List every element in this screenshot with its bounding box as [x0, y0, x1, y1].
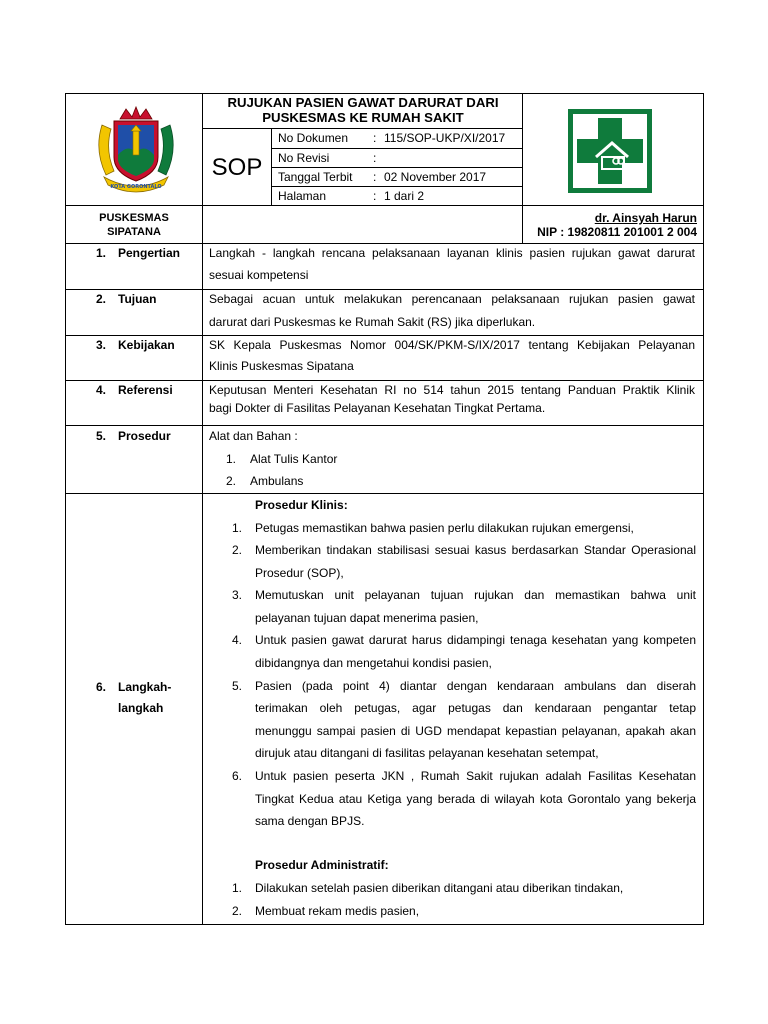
list-item-number: 1. — [226, 452, 237, 466]
list-item-number: 1. — [232, 881, 243, 895]
list-item-line: Tingkat Kedua atau Ketiga yang berada di wilayah kota Gorontalo yang bekerja — [255, 792, 696, 806]
meta-value-issue-date: 02 November 2017 — [384, 170, 487, 184]
list-item-line: Memutuskan unit pelayanan tujuan rujukan dan memastikan bahwa unit — [255, 588, 696, 602]
list-item-number: 3. — [232, 588, 243, 602]
list-item-number: 1. — [232, 521, 243, 535]
list-item-line: dibidangnya dan mengetahui kondisi pasien, — [255, 656, 492, 670]
list-item-line: Untuk pasien peserta JKN , Rumah Sakit rujukan adalah Fasilitas Kesehatan — [255, 769, 696, 783]
section-body-line: Klinis Puskesmas Sipatana — [209, 359, 354, 373]
document-title-line-2: PUSKESMAS KE RUMAH SAKIT — [262, 110, 464, 125]
clinical-procedure-heading: Prosedur Klinis: — [255, 498, 348, 512]
list-item-line: dirujuk atau ditangani di fasilitas pelayanan kesehatan setempat, — [255, 746, 599, 760]
list-item: Alat Tulis Kantor — [250, 452, 338, 466]
section-number: 1. — [96, 246, 107, 260]
list-item-line: menunggu sampai pasien di UGD mendapat kepastian pelayanan, apakah akan — [255, 724, 696, 738]
list-item-line: Membuat rekam medis pasien, — [255, 904, 420, 918]
puskesmas-logo — [566, 107, 654, 195]
list-item: Ambulans — [250, 474, 304, 488]
signer-name: dr. Ainsyah Harun — [594, 211, 697, 225]
meta-sep: : — [373, 170, 377, 184]
section-body-line: Sebagai acuan untuk melakukan perencanaan pelaksanaan rujukan pasien gawat — [209, 292, 695, 306]
list-item-line: Petugas memastikan bahwa pasien perlu dilakukan rujukan emergensi, — [255, 521, 634, 535]
section-title-pengertian: Pengertian — [118, 246, 181, 260]
section-body-line: SK Kepala Puskesmas Nomor 004/SK/PKM-S/IX/2017 tentang Kebijakan Pelayanan — [209, 338, 695, 352]
list-item-line: Prosedur (SOP), — [255, 566, 344, 580]
section-number: 5. — [96, 429, 107, 443]
list-item-line: Memberikan tindakan stabilisasi sesuai kasus berdasarkan Standar Operasional — [255, 543, 696, 557]
meta-label-issue-date: Tanggal Terbit — [278, 170, 353, 184]
meta-sep: : — [373, 131, 377, 145]
meta-value-doc-number: 115/SOP-UKP/XI/2017 — [384, 131, 506, 145]
section-title-langkah-line-1: Langkah- — [118, 680, 172, 694]
list-item-number: 5. — [232, 679, 243, 693]
crest-ribbon-text: KOTA GORONTALO — [110, 184, 162, 190]
section-body-line: sesuai kompetensi — [209, 268, 309, 282]
list-item-number: 4. — [232, 633, 243, 647]
section-body-line: Langkah - langkah rencana pelaksanaan layanan klinis pasien rujukan gawat darurat — [209, 246, 695, 260]
section-number: 4. — [96, 383, 107, 397]
list-item-line: Dilakukan setelah pasien diberikan ditangani atau diberikan tindakan, — [255, 881, 624, 895]
list-item-number: 2. — [232, 904, 243, 918]
list-item-line: pelayanan tujuan dapat menerima pasien, — [255, 611, 479, 625]
list-item-line: Pasien (pada point 4) diantar dengan kendaraan ambulans dan diserah — [255, 679, 696, 693]
meta-label-page: Halaman — [278, 189, 327, 203]
meta-value-page: 1 dari 2 — [384, 189, 425, 203]
section-number: 6. — [96, 680, 107, 694]
meta-sep: : — [373, 189, 377, 203]
meta-label-revision: No Revisi — [278, 151, 330, 165]
section-title-langkah-line-2: langkah — [118, 701, 164, 715]
organization-name-line-2: SIPATANA — [107, 226, 161, 238]
admin-procedure-heading: Prosedur Administratif: — [255, 858, 389, 872]
organization-name-line-1: PUSKESMAS — [99, 212, 169, 224]
list-item-number: 6. — [232, 769, 243, 783]
section-title-kebijakan: Kebijakan — [118, 338, 175, 352]
section-number: 2. — [96, 292, 107, 306]
tools-intro: Alat dan Bahan : — [209, 429, 298, 443]
city-crest-logo — [92, 105, 180, 195]
list-item-number: 2. — [226, 474, 237, 488]
section-number: 3. — [96, 338, 107, 352]
meta-sep: : — [373, 151, 377, 165]
section-title-tujuan: Tujuan — [118, 292, 157, 306]
section-body-line: Keputusan Menteri Kesehatan RI no 514 tahun 2015 tentang Panduan Praktik Klinik — [209, 383, 695, 397]
list-item-number: 2. — [232, 543, 243, 557]
list-item-line: Untuk pasien gawat darurat harus didampingi tenaga kesehatan yang kompeten — [255, 633, 696, 647]
section-body-line: darurat dari Puskesmas ke Rumah Sakit (RS) jika diperlukan. — [209, 315, 536, 329]
list-item-line: terimakan oleh petugas, agar petugas dan kendaraan pengantar tetap — [255, 701, 696, 715]
section-body-line: bagi Dokter di Fasilitas Pelayanan Kesehatan Tingkat Pertama. — [209, 401, 546, 415]
signer-nip: NIP : 19820811 201001 2 004 — [537, 225, 697, 239]
section-title-referensi: Referensi — [118, 383, 173, 397]
document-title-line-1: RUJUKAN PASIEN GAWAT DARURAT DARI — [227, 95, 499, 110]
list-item-line: sama dengan BPJS. — [255, 814, 365, 828]
section-title-prosedur: Prosedur — [118, 429, 171, 443]
sop-label: SOP — [211, 154, 263, 181]
meta-label-doc-number: No Dokumen — [278, 131, 349, 145]
